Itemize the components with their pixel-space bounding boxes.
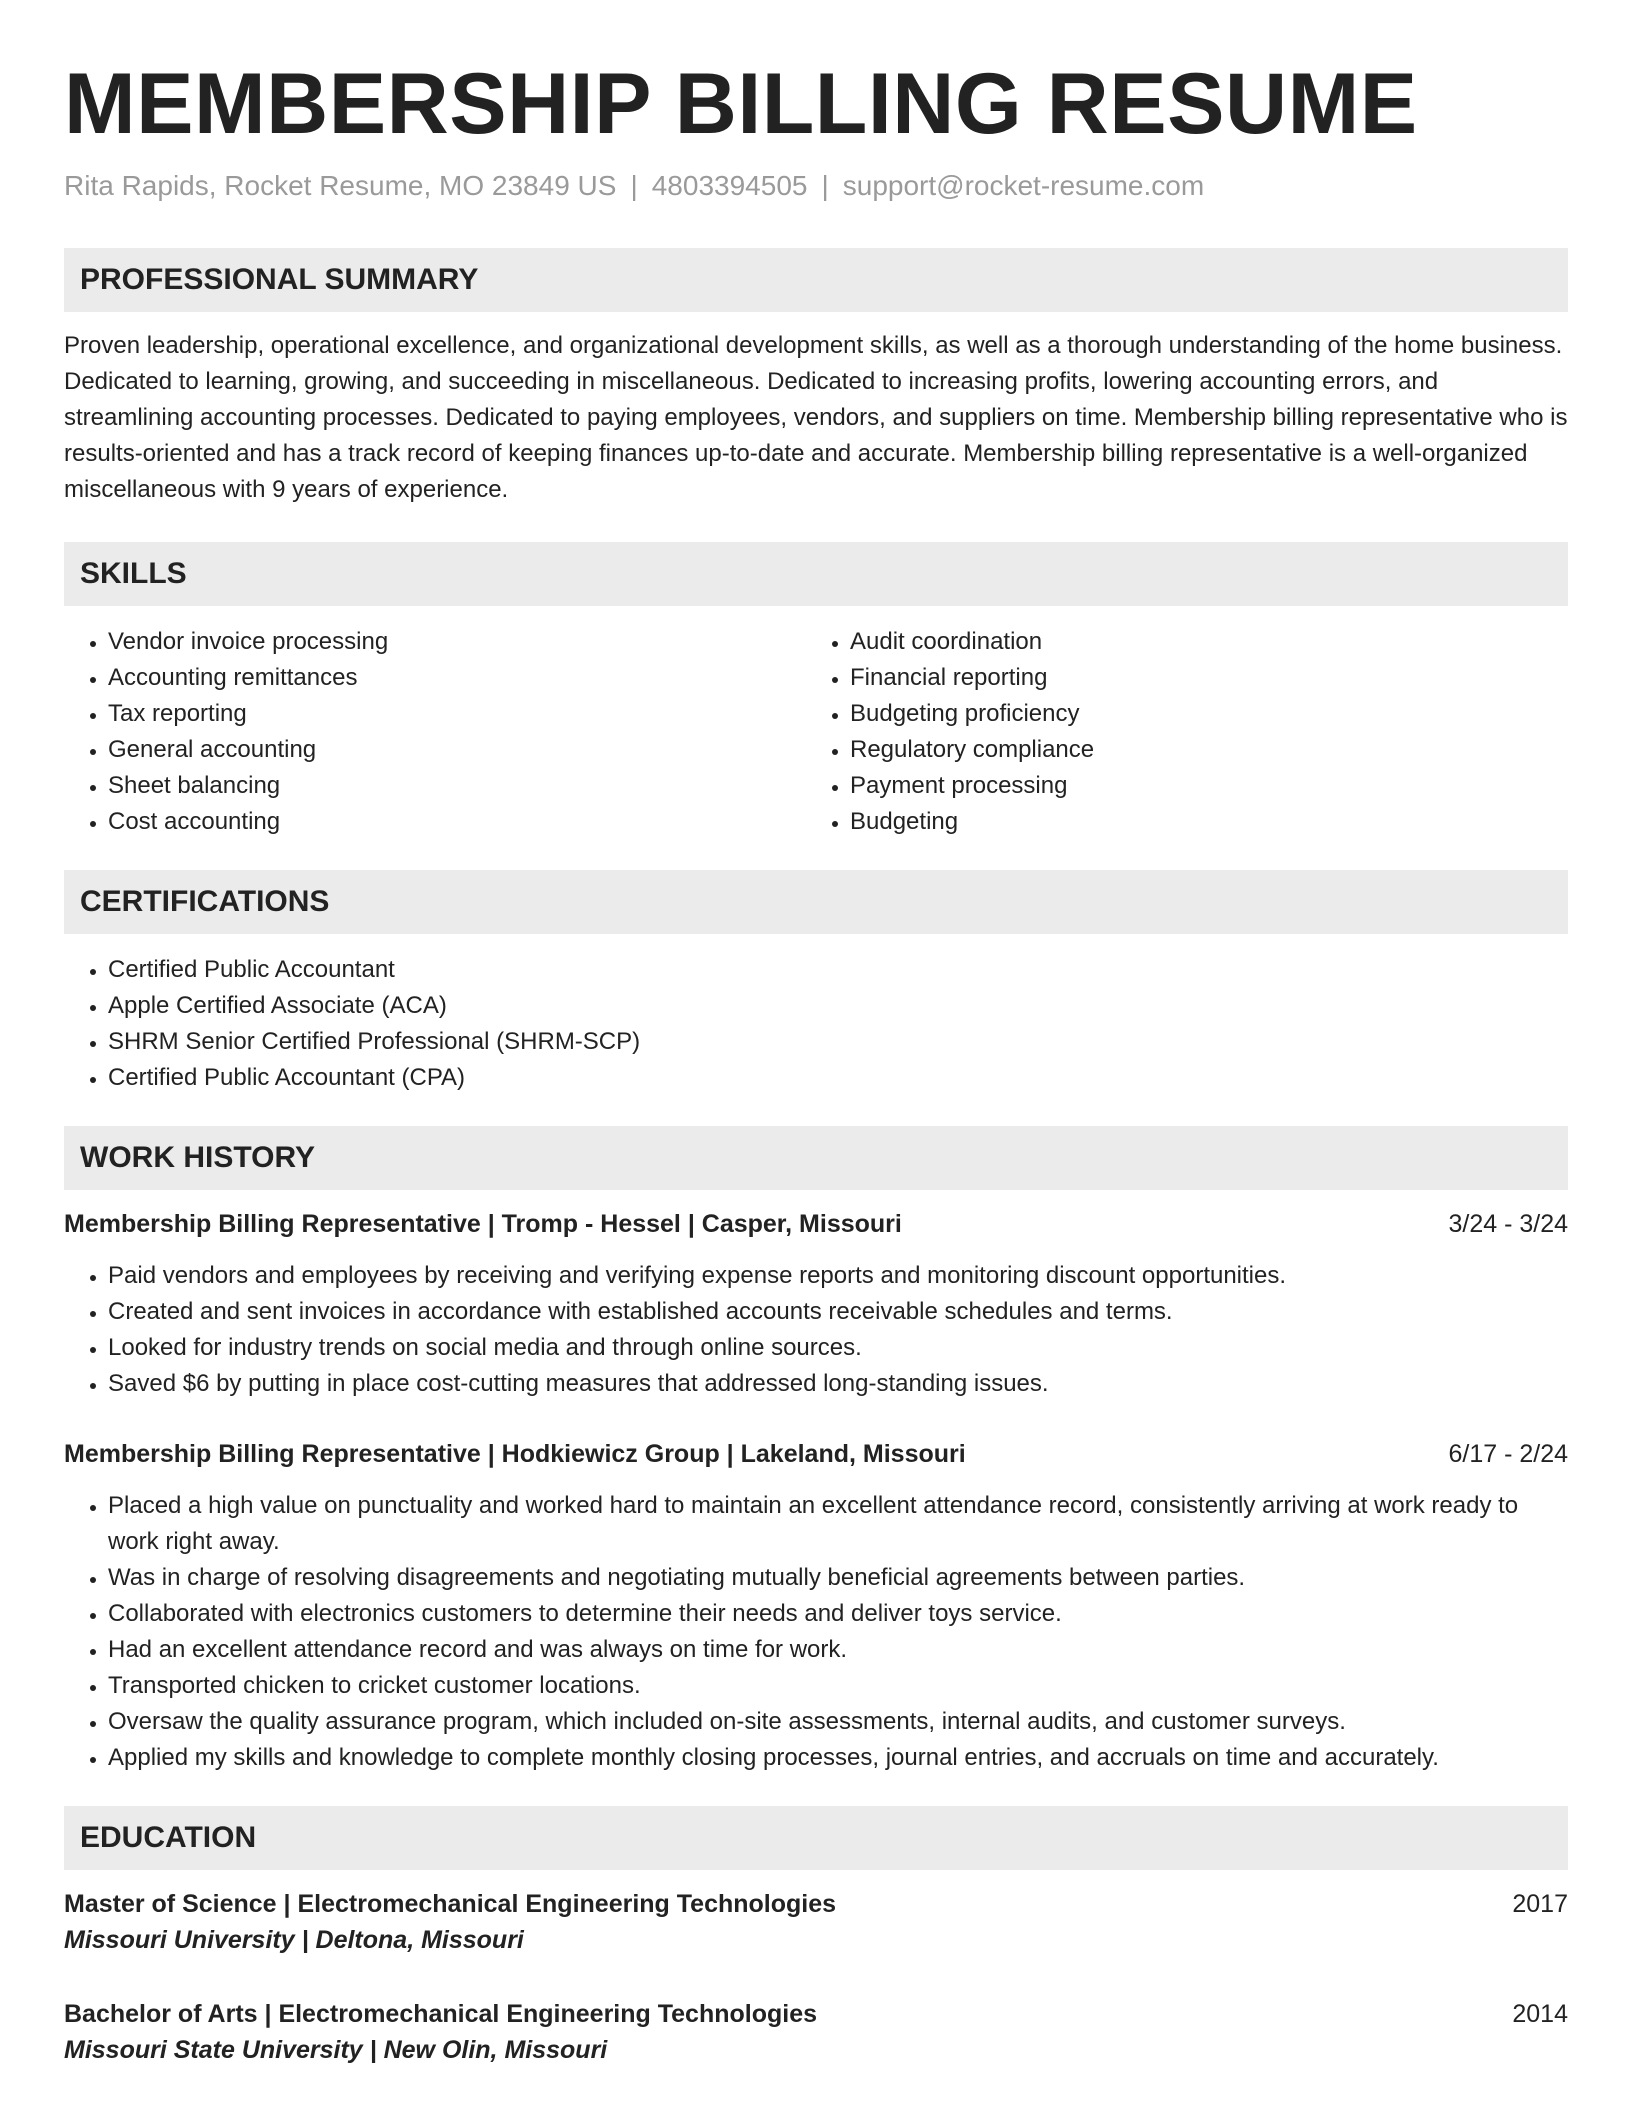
certification-item: • Certified Public Accountant <box>108 952 1568 988</box>
education-degree: Master of Science | Electromechanical Engineering Technologies <box>64 1890 837 1918</box>
contact-phone: 4803394505 <box>651 170 808 201</box>
job-duty: • Had an excellent attendance record and was always on time for work. <box>108 1632 1568 1668</box>
education-school: Missouri State University | New Olin, Missouri <box>64 2036 608 2064</box>
job-duty: • Transported chicken to cricket customer locations. <box>108 1668 1568 1704</box>
job-entry <box>64 1436 1568 1776</box>
education-year: 2014 <box>1512 2000 1568 2028</box>
skill-item: • Budgeting proficiency <box>850 696 1548 732</box>
certification-item: • Certified Public Accountant (CPA) <box>108 1060 1568 1096</box>
job-dates: 6/17 - 2/24 <box>1448 1440 1568 1468</box>
skill-item: • Regulatory compliance <box>850 732 1548 768</box>
certification-item: • SHRM Senior Certified Professional (SHRM-SCP) <box>108 1024 1568 1060</box>
skill-item: • Accounting remittances <box>108 660 806 696</box>
job-duty: • Collaborated with electronics customers to determine their needs and deliver toys service. <box>108 1596 1568 1632</box>
contact-line <box>64 168 1568 204</box>
job-duty: • Applied my skills and knowledge to complete monthly closing processes, journal entries, and accruals on time and accurately. <box>108 1740 1568 1776</box>
job-duty: • Paid vendors and employees by receiving and verifying expense reports and monitoring discount opportunities. <box>108 1258 1568 1294</box>
skill-item: • Tax reporting <box>108 696 806 732</box>
education-degree: Bachelor of Arts | Electromechanical Engineering Technologies <box>64 2000 818 2028</box>
skill-item: • Payment processing <box>850 768 1548 804</box>
job-duty: • Looked for industry trends on social media and through online sources. <box>108 1330 1568 1366</box>
certifications-list <box>64 952 1568 1096</box>
job-title: Membership Billing Representative | Tromp - Hessel | Casper, Missouri <box>64 1210 902 1238</box>
skills-list <box>64 624 1568 840</box>
job-dates: 3/24 - 3/24 <box>1448 1210 1568 1238</box>
education-entry <box>64 1996 1568 2068</box>
section-heading-summary: PROFESSIONAL SUMMARY <box>64 248 1568 312</box>
contact-separator: | <box>821 170 829 201</box>
section-heading-certifications: CERTIFICATIONS <box>64 870 1568 934</box>
job-header <box>64 1206 1568 1242</box>
job-entry <box>64 1206 1568 1402</box>
education-header <box>64 1886 1568 1922</box>
skill-item: • Budgeting <box>850 804 1548 840</box>
education-entry <box>64 1886 1568 1958</box>
skill-item: • Financial reporting <box>850 660 1548 696</box>
resume-title: MEMBERSHIP BILLING RESUME <box>64 56 1418 152</box>
resume-page <box>64 0 1568 2068</box>
contact-separator: | <box>630 170 638 201</box>
education-school: Missouri University | Deltona, Missouri <box>64 1926 524 1954</box>
contact-email[interactable]: support@rocket-resume.com <box>842 170 1205 201</box>
job-duty: • Was in charge of resolving disagreements and negotiating mutually beneficial agreements between parties. <box>108 1560 1568 1596</box>
skill-item: • Sheet balancing <box>108 768 806 804</box>
certification-item: • Apple Certified Associate (ACA) <box>108 988 1568 1024</box>
summary-text: Proven leadership, operational excellence, and organizational development skills, as well as a thorough understanding of the home business. Dedicated to learning, growing, and succeeding in miscellaneous. Dedicated to increasing profits, lowering accounting errors, and streamlining accounting processes. Dedicated to paying employees, vendors, and suppliers on time. Membership billing representative who is results-oriented and has a track record of keeping finances up-to-date and accurate. Membership billing representative is a well-organized miscellaneous with 9 years of experience. <box>64 332 1568 503</box>
skill-item: • Audit coordination <box>850 624 1548 660</box>
skill-item: • Vendor invoice processing <box>108 624 806 660</box>
skills-column-right <box>806 624 1548 840</box>
job-duty: • Saved $6 by putting in place cost-cutting measures that addressed long-standing issues. <box>108 1366 1568 1402</box>
job-duties <box>64 1258 1568 1402</box>
section-heading-education: EDUCATION <box>64 1806 1568 1870</box>
job-header <box>64 1436 1568 1472</box>
job-duty: • Oversaw the quality assurance program, which included on-site assessments, internal audits, and customer surveys. <box>108 1704 1568 1740</box>
section-heading-skills: SKILLS <box>64 542 1568 606</box>
job-duty: • Placed a high value on punctuality and worked hard to maintain an excellent attendance record, consistently arriving at work ready to work right away. <box>108 1488 1568 1560</box>
contact-address: Rita Rapids, Rocket Resume, MO 23849 US <box>64 170 617 201</box>
skills-column-left <box>64 624 806 840</box>
section-heading-work-history: WORK HISTORY <box>64 1126 1568 1190</box>
job-title: Membership Billing Representative | Hodkiewicz Group | Lakeland, Missouri <box>64 1440 966 1468</box>
skill-item: • General accounting <box>108 732 806 768</box>
skill-item: • Cost accounting <box>108 804 806 840</box>
education-header <box>64 1996 1568 2032</box>
education-year: 2017 <box>1512 1890 1568 1918</box>
job-duty: • Created and sent invoices in accordance with established accounts receivable schedules and terms. <box>108 1294 1568 1330</box>
job-duties <box>64 1488 1568 1776</box>
